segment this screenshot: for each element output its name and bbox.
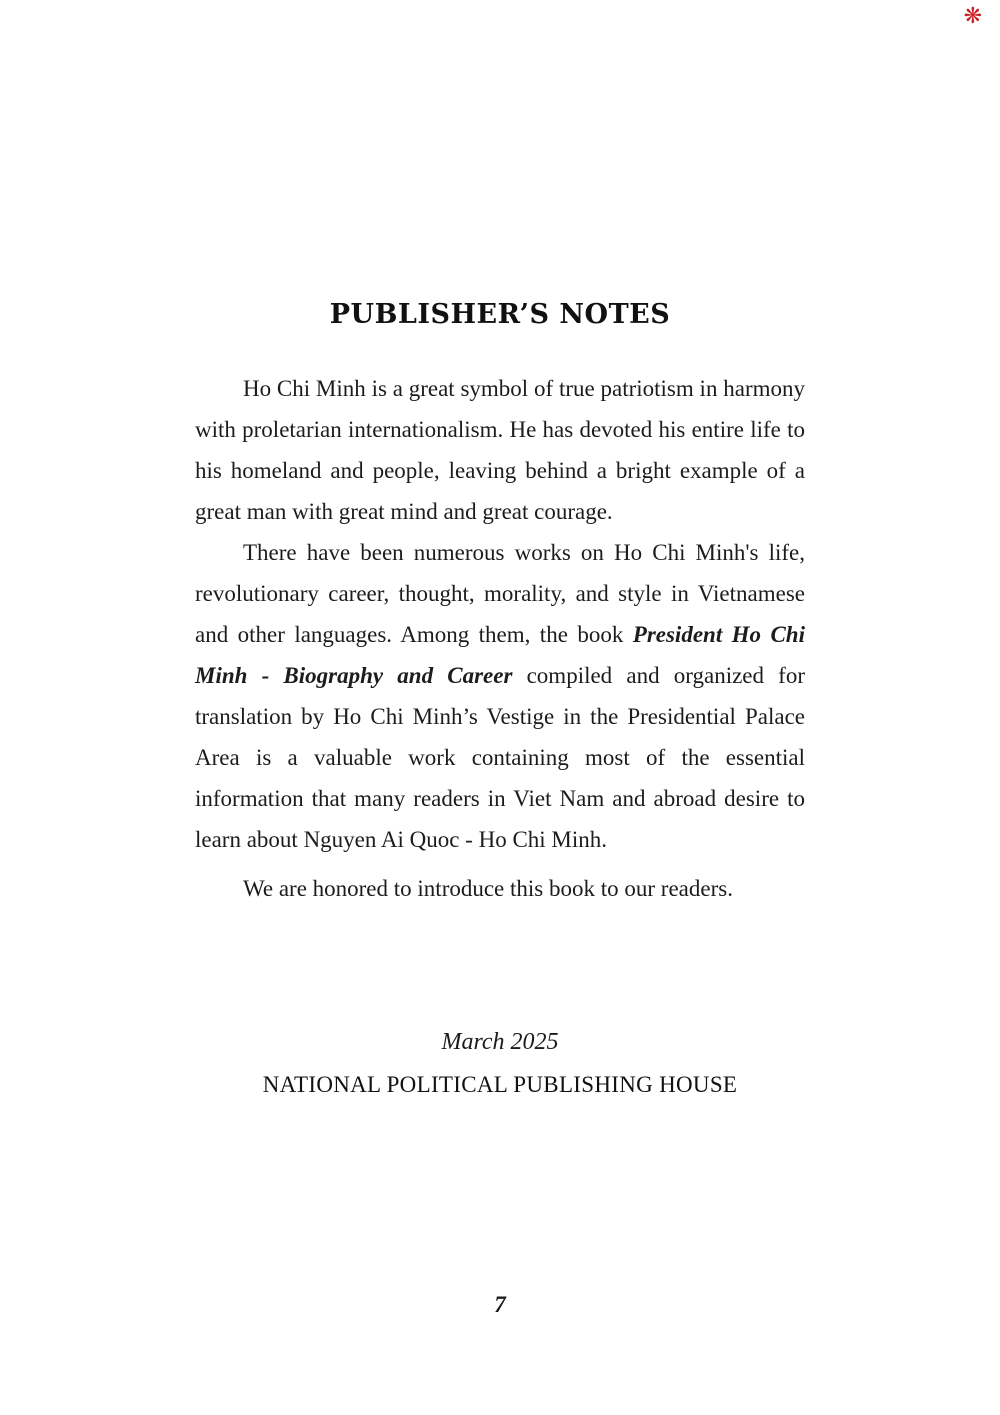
flower-decoration-icon: ❋ (963, 4, 982, 29)
paragraph-2-text-before: There have been numerous works on Ho Chi Minh's life, revolutionary career, thought, morality, and style in Vietnamese and other languages. Among them, the book (195, 540, 805, 647)
page-number: 7 (494, 1292, 506, 1317)
signature-date: March 2025 (441, 1029, 559, 1055)
signature-block (0, 1022, 1000, 1108)
paragraph-3 (195, 868, 805, 909)
paragraph-2 (195, 532, 805, 860)
paragraph-3-text: We are honored to introduce this book to our readers. (243, 876, 733, 901)
page-title: PUBLISHER’S NOTES (329, 299, 671, 331)
paragraph-1 (195, 368, 805, 532)
paragraph-1-text: Ho Chi Minh is a great symbol of true patriotism in harmony with proletarian internationalism. He has devoted his entire life to his homeland and people, leaving behind a bright example of a great man with great mind and great courage. (195, 376, 805, 524)
book-title-emphasis: President Ho Chi Minh - Biography and Career (195, 622, 805, 688)
body-text-block (195, 368, 805, 909)
paragraph-2-text-after: compiled and organized for translation by Ho Chi Minh’s Vestige in the Presidential Palace Area is a valuable work containing most of the essential information that many readers in Viet Nam and abroad desire to learn about Nguyen Ai Quoc - Ho Chi Minh. (195, 663, 805, 852)
publisher-name: NATIONAL POLITICAL PUBLISHING HOUSE (262, 1072, 738, 1097)
